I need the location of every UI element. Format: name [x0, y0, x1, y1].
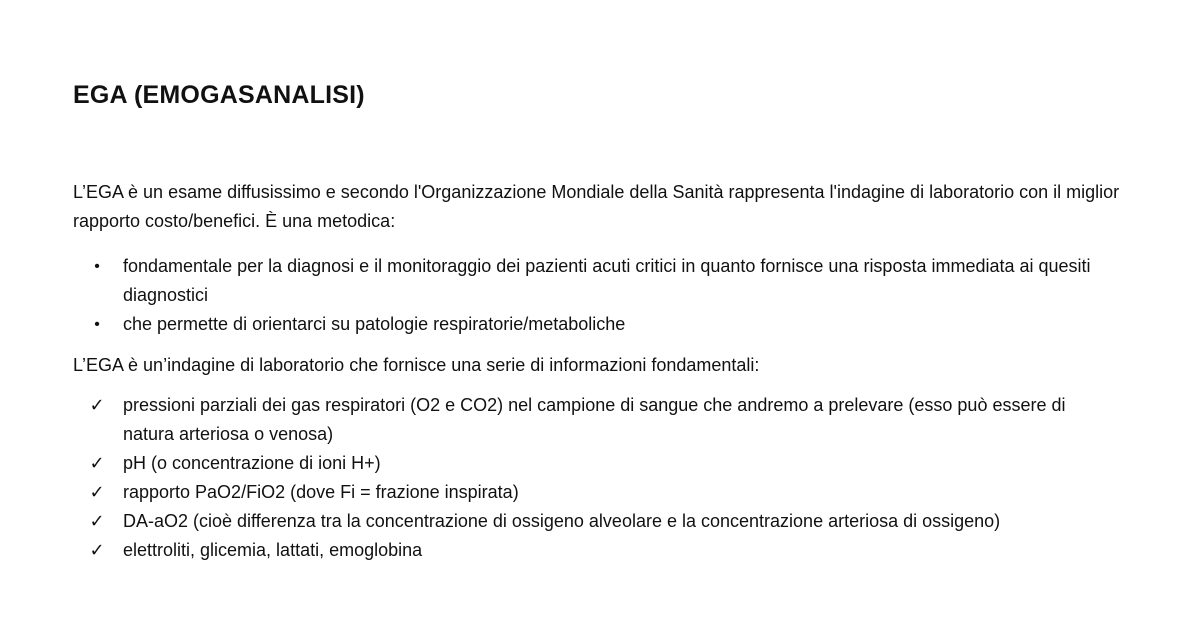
list-item	[73, 252, 1093, 310]
list-item-text: DA-aO2 (cioè differenza tra la concentrazione di ossigeno alveolare e la concentrazione arteriosa di ossigeno)	[123, 511, 1001, 531]
list-item-text: pH (o concentrazione di ioni H+)	[123, 453, 381, 473]
checkmark-icon: ✓	[89, 482, 105, 502]
list-item-text: fondamentale per la diagnosi e il monitoraggio dei pazienti acuti critici in quanto fornisce una risposta immediata ai quesiti diagnostici	[123, 256, 1091, 305]
document-title: EGA (EMOGASANALISI)	[73, 81, 365, 109]
list-item	[73, 391, 1093, 449]
list-item-text: che permette di orientarci su patologie respiratorie/metaboliche	[123, 314, 626, 334]
bullet-list	[73, 252, 1163, 339]
list-item	[73, 478, 1093, 507]
list-item-text: elettroliti, glicemia, lattati, emoglobina	[123, 540, 423, 560]
bullet-icon: •	[94, 258, 100, 275]
list-item	[73, 507, 1093, 536]
checkmark-icon: ✓	[89, 395, 105, 415]
info-paragraph: L’EGA è un’indagine di laboratorio che fornisce una serie di informazioni fondamentali:	[73, 355, 760, 375]
checkmark-icon: ✓	[89, 453, 105, 473]
list-item	[73, 449, 1093, 478]
bullet-icon: •	[94, 316, 100, 333]
checkmark-icon: ✓	[89, 511, 105, 531]
list-item-text: rapporto PaO2/FiO2 (dove Fi = frazione inspirata)	[123, 482, 519, 502]
check-list	[73, 391, 1163, 565]
document-page	[73, 78, 1163, 565]
checkmark-icon: ✓	[89, 540, 105, 560]
intro-paragraph: L’EGA è un esame diffusissimo e secondo l'Organizzazione Mondiale della Sanità rappresenta l'indagine di laboratorio con il miglior rapporto costo/benefici. È una metodica:	[73, 182, 1120, 231]
list-item-text: pressioni parziali dei gas respiratori (O2 e CO2) nel campione di sangue che andremo a prelevare (esso può essere di natura arteriosa o venosa)	[123, 395, 1066, 444]
list-item	[73, 536, 1093, 565]
list-item	[73, 310, 1093, 339]
